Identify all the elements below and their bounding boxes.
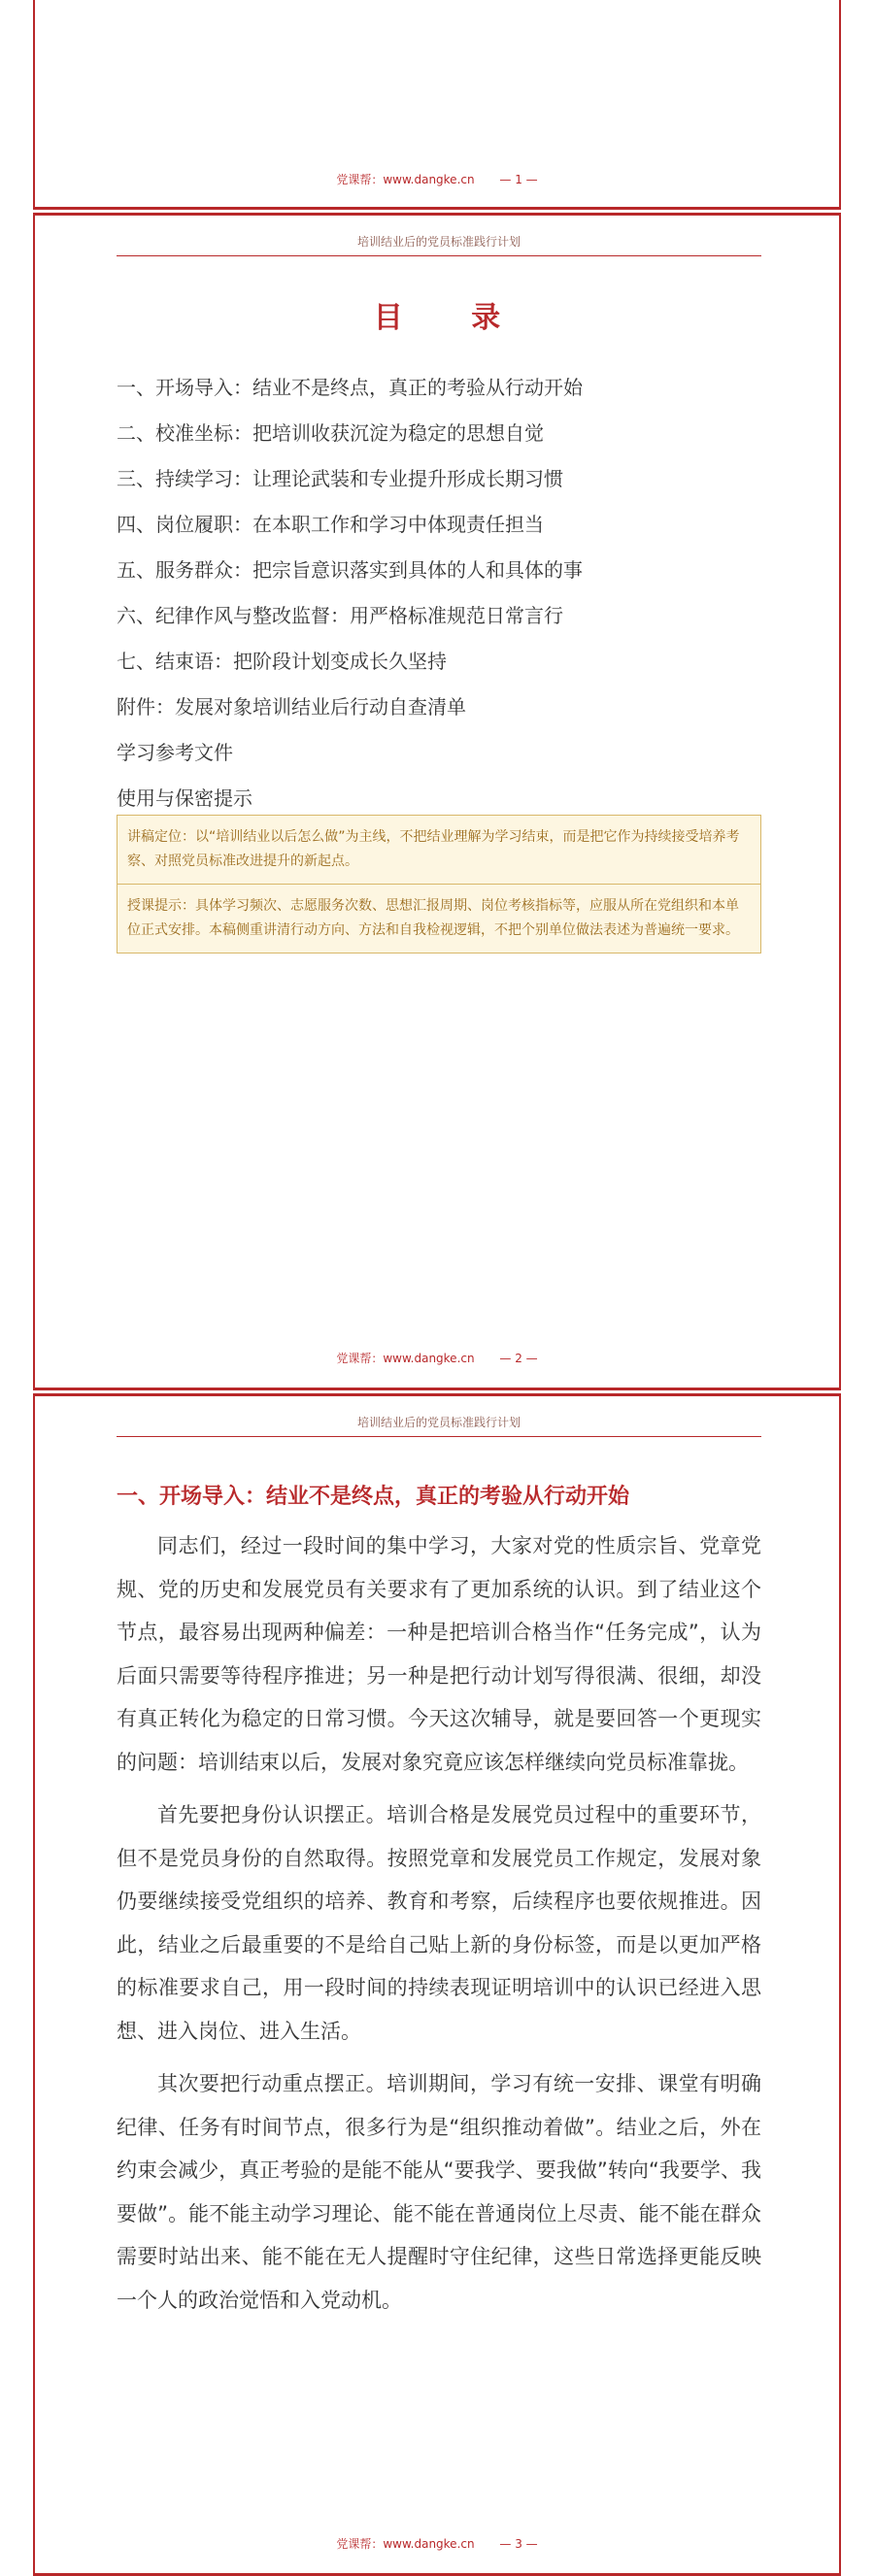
page-number: — 2 — — [499, 1352, 538, 1365]
toc-item[interactable]: 七、结束语：把阶段计划变成长久坚持 — [117, 650, 447, 673]
running-header: 培训结业后的党员标准践行计划 — [117, 233, 761, 256]
footer-site: 党课帮：www.dangke.cn — [336, 2537, 475, 2551]
page-2 — [33, 213, 841, 1390]
section-title: 一、开场导入：结业不是终点，真正的考验从行动开始 — [117, 1485, 630, 1509]
toc-item[interactable]: 二、校准坐标：把培训收获沉淀为稳定的思想自觉 — [117, 421, 544, 445]
toc-item[interactable]: 三、持续学习：让理论武装和专业提升形成长期习惯 — [117, 467, 563, 490]
page-footer — [35, 171, 839, 187]
page-3 — [33, 1393, 841, 2576]
toc-item[interactable]: 五、服务群众：把宗旨意识落实到具体的人和具体的事 — [117, 558, 583, 582]
running-header: 培训结业后的党员标准践行计划 — [117, 1414, 761, 1437]
paragraph: 首先要把身份认识摆正。培训合格是发展党员过程中的重要环节，但不是党员身份的自然取得。按照党章和发展党员工作规定，发展对象仍要继续接受党组织的培养、教育和考察，后续程序也要依规推进。因此，结业之后最重要的不是给自己贴上新的身份标签，而是以更加严格的标准要求自己，用一段时间的持续表现证明培训中的认识已经进入思想、进入岗位、进入生活。 — [117, 1803, 761, 2043]
page-1 — [33, 0, 841, 210]
toc-item[interactable]: 六、纪律作风与整改监督：用严格标准规范日常言行 — [117, 604, 563, 627]
note-box — [117, 815, 761, 953]
toc-item[interactable]: 四、岗位履职：在本职工作和学习中体现责任担当 — [117, 513, 544, 536]
teaching-tips-note: 授课提示：具体学习频次、志愿服务次数、思想汇报周期、岗位考核指标等，应服从所在党组织和本单位正式安排。本稿侧重讲清行动方向、方法和自我检视逻辑，不把个别单位做法表述为普遍统一要求。 — [118, 884, 760, 953]
paragraph: 同志们，经过一段时间的集中学习，大家对党的性质宗旨、党章党规、党的历史和发展党员有关要求有了更加系统的认识。到了结业这个节点，最容易出现两种偏差：一种是把培训合格当作“任务完成”，认为后面只需要等待程序推进；另一种是把行动计划写得很满、很细，却没有真正转化为稳定的日常习惯。今天这次辅导，就是要回答一个更现实的问题：培训结束以后，发展对象究竟应该怎样继续向党员标准靠拢。 — [117, 1534, 761, 1774]
paragraph: 其次要把行动重点摆正。培训期间，学习有统一安排、课堂有明确纪律、任务有时间节点，很多行为是“组织推动着做”。结业之后，外在约束会减少，真正考验的是能不能从“要我学、要我做”转向“我要学、我要做”。能不能主动学习理论、能不能在普通岗位上尽责、能不能在群众需要时站出来、能不能在无人提醒时守住纪律，这些日常选择更能反映一个人的政治觉悟和入党动机。 — [117, 2072, 761, 2312]
positioning-note: 讲稿定位：以“培训结业以后怎么做”为主线，不把结业理解为学习结束，而是把它作为持续接受培养考察、对照党员标准改进提升的新起点。 — [127, 829, 740, 869]
footer-site: 党课帮：www.dangke.cn — [336, 173, 475, 186]
toc-title: 目 录 — [373, 301, 530, 335]
page-footer — [35, 2535, 839, 2552]
toc-item[interactable]: 附件：发展对象培训结业后行动自查清单 — [117, 695, 466, 719]
page-number: — 1 — — [499, 173, 538, 186]
toc-item[interactable]: 使用与保密提示 — [117, 786, 252, 810]
toc-item[interactable]: 学习参考文件 — [117, 741, 233, 764]
section-body — [117, 1524, 761, 2331]
page-number: — 3 — — [499, 2537, 538, 2551]
page-footer — [35, 1350, 839, 1366]
footer-site: 党课帮：www.dangke.cn — [336, 1352, 475, 1365]
toc-item[interactable]: 一、开场导入：结业不是终点，真正的考验从行动开始 — [117, 376, 583, 399]
toc-list — [117, 365, 767, 821]
